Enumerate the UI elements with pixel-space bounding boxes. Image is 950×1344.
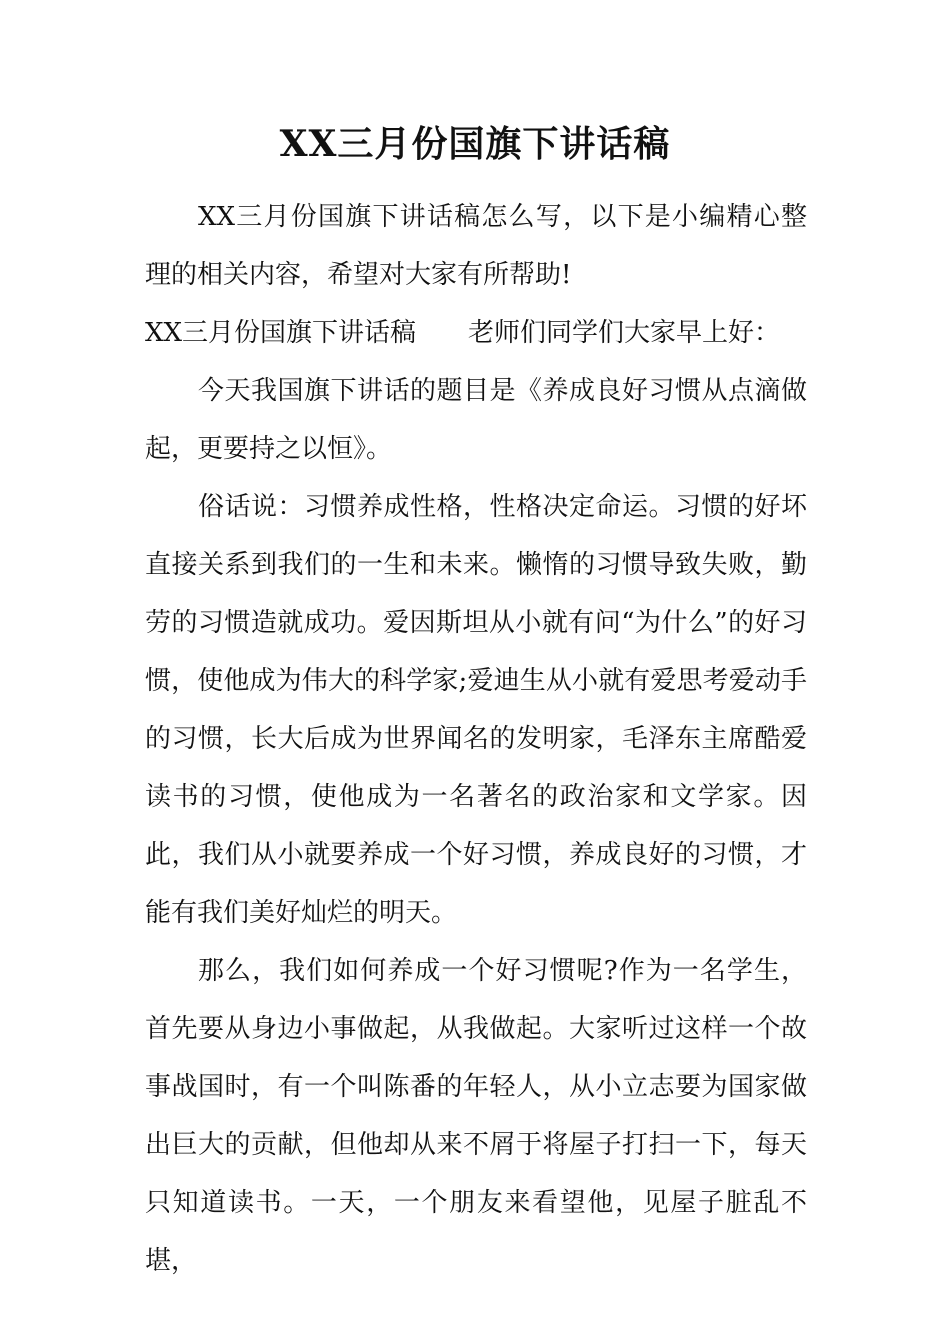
heading-title-repeat: XX三月份国旗下讲话稿 bbox=[145, 318, 417, 348]
intro-paragraph: XX三月份国旗下讲话稿怎么写，以下是小编精心整理的相关内容，希望对大家有所帮助! bbox=[145, 202, 807, 290]
greeting-text: 老师们同学们大家早上好： bbox=[468, 318, 781, 348]
document-title: XX三月份国旗下讲话稿 bbox=[279, 123, 671, 165]
speech-paragraph-topic: 今天我国旗下讲话的题目是《养成良好习惯从点滴做起，更要持之以恒》。 bbox=[145, 376, 807, 464]
document-body bbox=[145, 188, 807, 1290]
speech-paragraph-story: 那么，我们如何养成一个好习惯呢?作为一名学生，首先要从身边小事做起，从我做起。大家听过这样一个故事战国时，有一个叫陈番的年轻人，从小立志要为国家做出巨大的贡献，但他却从来不屑于将屋子打扫一下，每天只知道读书。一天，一个朋友来看望他，见屋子脏乱不堪， bbox=[145, 956, 807, 1276]
speech-paragraph-habits: 俗话说：习惯养成性格，性格决定命运。习惯的好坏直接关系到我们的一生和未来。懒惰的习惯导致失败，勤劳的习惯造就成功。爱因斯坦从小就有问“为什么”的好习惯，使他成为伟大的科学家;爱迪生从小就有爱思考爱动手的习惯，长大后成为世界闻名的发明家，毛泽东主席酷爱读书的习惯，使他成为一名著名的政治家和文学家。因此，我们从小就要养成一个好习惯，养成良好的习惯，才能有我们美好灿烂的明天。 bbox=[145, 492, 807, 928]
heading-line bbox=[145, 304, 807, 362]
